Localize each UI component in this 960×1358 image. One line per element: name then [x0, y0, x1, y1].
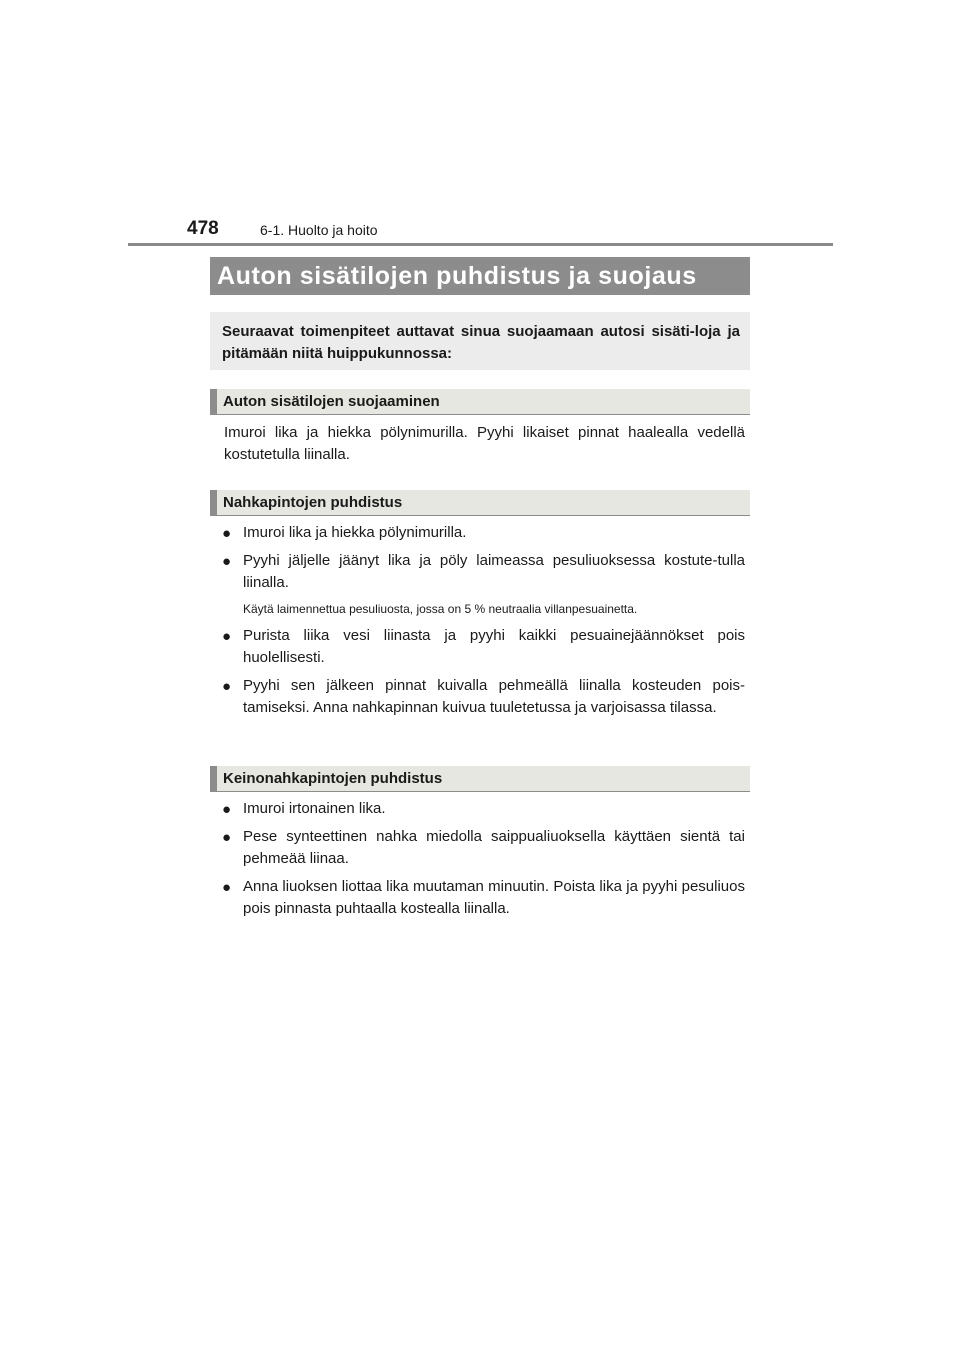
page-title: Auton sisätilojen puhdistus ja suojaus	[210, 257, 750, 295]
list-item	[222, 876, 745, 920]
section-text-protection: Imuroi lika ja hiekka pölynimurilla. Pyyhi likaiset pinnat haalealla vedellä kostutetulla liinalla.	[224, 424, 745, 463]
page-header	[187, 214, 827, 244]
list-item-text: Imuroi lika ja hiekka pölynimurilla.	[243, 524, 467, 541]
list-item	[222, 798, 745, 820]
list-item-text: Pyyhi sen jälkeen pinnat kuivalla pehmeällä liinalla kosteuden pois-tamiseksi. Anna nahkapinnan kuivua tuuletetussa ja varjoisassa tilassa.	[243, 677, 745, 716]
bullet-icon: ●	[222, 553, 232, 570]
note-text: Käytä laimennettua pesuliuosta, jossa on 5 % neutraalia villanpesuainetta.	[243, 602, 638, 616]
header-divider	[128, 243, 833, 246]
bullet-icon: ●	[222, 525, 232, 542]
list-item	[222, 550, 745, 594]
synthetic-leather-steps-list	[222, 798, 745, 920]
list-item-text: Purista liika vesi liinasta ja pyyhi kaikki pesuainejäännökset pois huolellisesti.	[243, 627, 745, 666]
list-item	[222, 522, 745, 544]
section-heading-leather: Nahkapintojen puhdistus	[210, 490, 750, 516]
list-item	[222, 625, 745, 669]
bullet-icon: ●	[222, 801, 232, 818]
list-item-text: Pese synteettinen nahka miedolla saippualiuoksella käyttäen sientä tai pehmeää liinaa.	[243, 828, 745, 867]
section-label: 6-1. Huolto ja hoito	[260, 222, 378, 238]
bullet-icon: ●	[222, 879, 232, 896]
page-number: 478	[187, 218, 219, 239]
list-item-text: Anna liuoksen liottaa lika muutaman minuutin. Poista lika ja pyyhi pesuliuos pois pinnasta puhtaalla kostealla liinalla.	[243, 878, 745, 917]
list-item	[222, 675, 745, 719]
leather-steps-list	[222, 522, 745, 719]
section-heading-synthetic-leather: Keinonahkapintojen puhdistus	[210, 766, 750, 792]
bullet-icon: ●	[222, 678, 232, 695]
bullet-icon: ●	[222, 628, 232, 645]
intro-box: Seuraavat toimenpiteet auttavat sinua suojaamaan autosi sisäti-loja ja pitämään niitä huippukunnossa:	[210, 312, 750, 370]
section-heading-protection: Auton sisätilojen suojaaminen	[210, 389, 750, 415]
list-item-text: Imuroi irtonainen lika.	[243, 800, 386, 817]
list-item	[222, 826, 745, 870]
bullet-icon: ●	[222, 829, 232, 846]
list-item-text: Pyyhi jäljelle jäänyt lika ja pöly laimeassa pesuliuoksessa kostute-tulla liinalla.	[243, 552, 745, 591]
